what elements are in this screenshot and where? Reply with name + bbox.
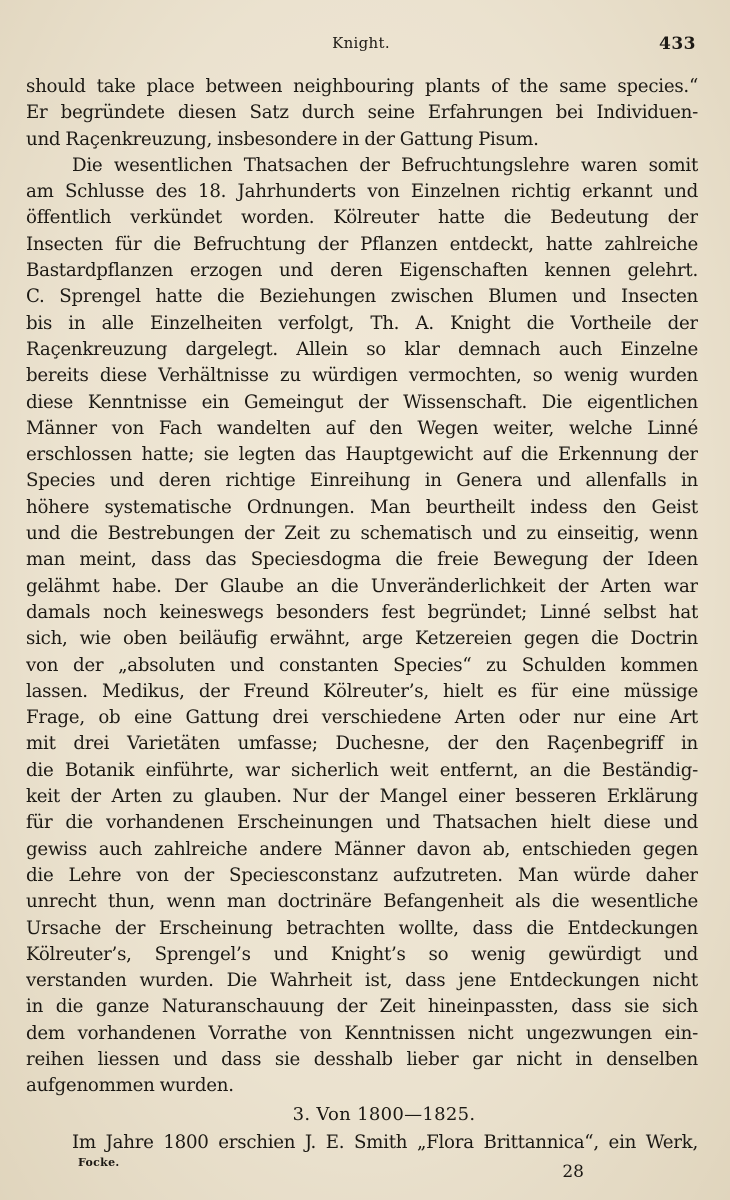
text-line: gelähmt habe. Der Glaube an die Unveränderlichkeit der Arten war: [26, 575, 698, 597]
text-line: dem vorhandenen Vorrathe von Kenntnissen nicht ungezwungen ein-: [26, 1022, 698, 1044]
text-line: verstanden wurden. Die Wahrheit ist, dass jene Entdeckungen nicht: [26, 970, 698, 992]
page-footer: [78, 1156, 648, 1186]
text-line: Bastardpflanzen erzogen und deren Eigenschaften kennen gelehrt.: [26, 260, 698, 282]
text-line: aufgenommen wurden.: [26, 1075, 234, 1097]
text-line: Insecten für die Befruchtung der Pflanzen entdeckt, hatte zahlreiche: [26, 233, 698, 255]
text-line: höhere systematische Ordnungen. Man beurtheilt indess den Geist: [26, 496, 698, 518]
section-heading: 3. Von 1800—1825.: [292, 1103, 476, 1125]
text-line: Ursache der Erscheinung betrachten wollte, dass die Entdeckungen: [26, 917, 698, 939]
page-header: [26, 34, 696, 56]
text-line: bis in alle Einzelheiten verfolgt, Th. A. Knight die Vortheile der: [26, 312, 698, 334]
text-line: should take place between neighbouring plants of the same species.“: [26, 76, 698, 97]
text-line: von der „absoluten und constanten Species“ zu Schulden kommen: [26, 654, 698, 676]
sheet-number: 28: [562, 1162, 584, 1182]
text-line: bereits diese Verhältnisse zu würdigen vermochten, so wenig wurden: [26, 365, 698, 387]
body-text: [26, 74, 698, 1156]
text-line: sich, wie oben beiläufig erwähnt, arge Ketzereien gegen die Doctrin: [26, 628, 698, 650]
text-line: die Lehre von der Speciesconstanz aufzutreten. Man würde daher: [26, 864, 698, 886]
text-line: öffentlich verkündet worden. Kölreuter hatte die Bedeutung der: [26, 207, 698, 229]
text-line: Im Jahre 1800 erschien J. E. Smith „Flora Brittannica“, ein Werk,: [72, 1131, 698, 1153]
text-line: und Raçenkreuzung, insbesondere in der Gattung Pisum.: [26, 128, 539, 150]
text-line: unrecht thun, wenn man doctrinäre Befangenheit als die wesentliche: [26, 891, 698, 913]
text-line: und die Bestrebungen der Zeit zu schematisch und zu einseitig, wenn: [26, 523, 698, 545]
text-line: gewiss auch zahlreiche andere Männer davon ab, entschieden gegen: [26, 838, 698, 860]
author-signature-mark: Focke.: [78, 1156, 120, 1169]
text-line: die Botanik einführte, war sicherlich weit entfernt, an die Beständig-: [26, 759, 698, 781]
text-line: reihen liessen und dass sie desshalb lieber gar nicht in denselben: [26, 1048, 698, 1070]
text-line: keit der Arten zu glauben. Nur der Mangel einer besseren Erklärung: [26, 786, 698, 808]
text-line: am Schlusse des 18. Jahrhunderts von Einzelnen richtig erkannt und: [26, 181, 698, 203]
text-line: erschlossen hatte; sie legten das Hauptgewicht auf die Erkennung der: [26, 444, 698, 466]
text-line: diese Kenntnisse ein Gemeingut der Wissenschaft. Die eigentlichen: [26, 391, 698, 413]
text-line: damals noch keineswegs besonders fest begründet; Linné selbst hat: [26, 601, 698, 623]
text-line: man meint, dass das Speciesdogma die freie Bewegung der Ideen: [26, 549, 698, 571]
text-line: Species und deren richtige Einreihung in Genera und allenfalls in: [26, 470, 698, 492]
text-line: Männer von Fach wandelten auf den Wegen weiter, welche Linné: [26, 417, 698, 439]
text-line: C. Sprengel hatte die Beziehungen zwischen Blumen und Insecten: [26, 286, 698, 308]
text-line: in die ganze Naturanschauung der Zeit hineinpassten, dass sie sich: [26, 996, 698, 1018]
text-line: Kölreuter’s, Sprengel’s und Knight’s so wenig gewürdigt und: [26, 943, 698, 965]
text-line: mit drei Varietäten umfasse; Duchesne, der den Raçenbegriff in: [26, 733, 698, 755]
text-line: Frage, ob eine Gattung drei verschiedene Arten oder nur eine Art: [26, 707, 698, 729]
text-line: Raçenkreuzung dargelegt. Allein so klar demnach auch Einzelne: [26, 338, 698, 360]
running-head: Knight.: [332, 34, 390, 52]
text-line: lassen. Medikus, der Freund Kölreuter’s, hielt es für eine müssige: [26, 680, 698, 702]
text-line: für die vorhandenen Erscheinungen und Thatsachen hielt diese und: [26, 812, 698, 834]
text-line: Er begründete diesen Satz durch seine Erfahrungen bei Individuen-: [26, 102, 698, 124]
text-line: Die wesentlichen Thatsachen der Befruchtungslehre waren somit: [72, 154, 698, 176]
page-number: 433: [659, 34, 696, 54]
